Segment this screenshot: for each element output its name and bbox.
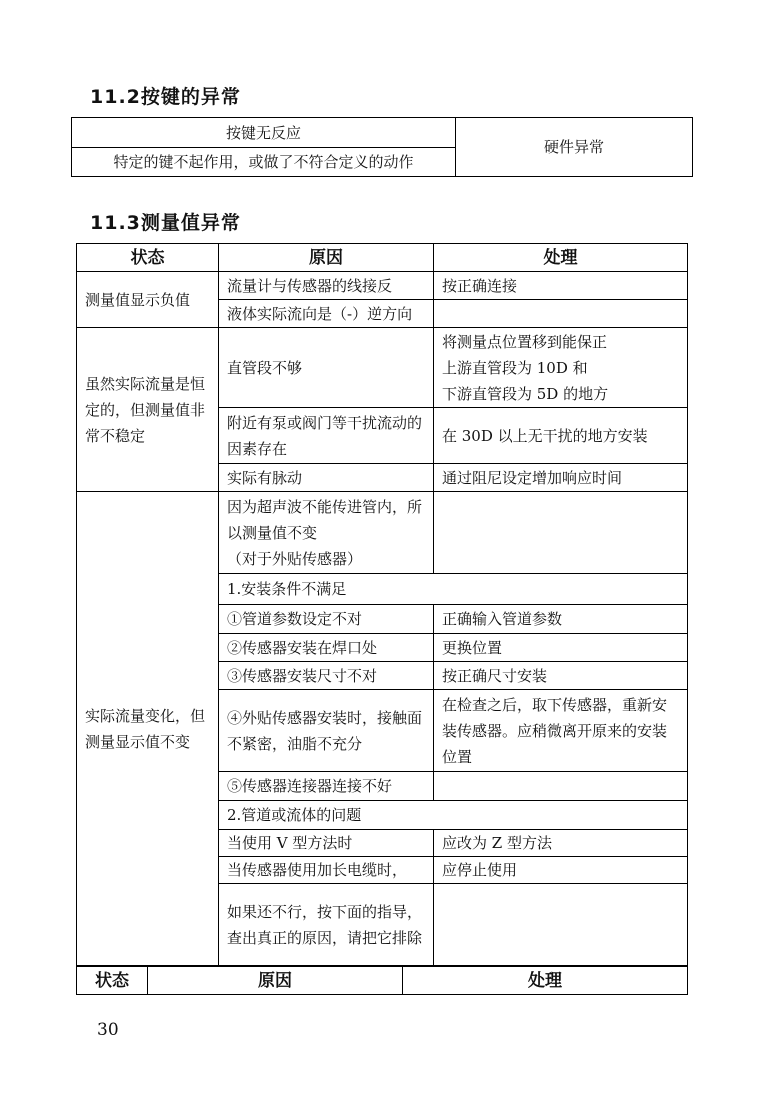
action-cell: 正确输入管道参数 [434,605,688,634]
subheading-cell: 1.安装条件不满足 [219,574,688,605]
column-header-cause: 原因 [148,967,403,995]
action-cell: 更换位置 [434,634,688,662]
cause-note: （对于外贴传感器） [227,549,363,568]
column-header-action: 处理 [434,244,688,272]
cause-cell: ④外贴传感器安装时，接触面不紧密，油脂不充分 [219,690,434,772]
cause-cell: 流量计与传感器的线接反 [219,272,434,300]
cause-cell: 如果还不行，按下面的指导，查出真正的原因，请把它排除 [219,884,434,966]
action-cell: 应停止使用 [434,857,688,884]
key-cause-cell: 特定的键不起作用，或做了不符合定义的动作 [72,148,456,177]
action-cell [434,492,688,574]
subheading-cell: 2.管道或流体的问题 [219,801,688,830]
cause-cell: 直管段不够 [219,328,434,408]
cause-cell: 实际有脉动 [219,464,434,492]
cause-cell: 液体实际流向是（-）逆方向 [219,300,434,328]
action-cell: 按正确尺寸安装 [434,662,688,690]
cause-cell: 当使用 V 型方法时 [219,830,434,857]
action-line: 将测量点位置移到能保正 [442,332,608,351]
state-cell: 测量值显示负值 [77,272,219,328]
cause-cell [219,492,434,574]
action-cell [434,300,688,328]
keys-table [71,117,693,177]
action-cell [434,884,688,966]
action-cell [434,772,688,801]
column-header-state: 状态 [77,967,148,995]
column-header-cause: 原因 [219,244,434,272]
action-cell: 按正确连接 [434,272,688,300]
column-header-action: 处理 [403,967,688,995]
action-cell [434,328,688,408]
key-action-cell: 硬件异常 [456,118,693,177]
cause-cell: 附近有泵或阀门等干扰流动的因素存在 [219,408,434,464]
action-cell: 通过阻尼设定增加响应时间 [434,464,688,492]
measurement-table [76,243,688,966]
state-cell: 实际流量变化，但测量显示值不变 [77,492,219,966]
action-cell: 在 30D 以上无干扰的地方安装 [434,408,688,464]
cause-cell: 当传感器使用加长电缆时， [219,857,434,884]
cause-cell: ①管道参数设定不对 [219,605,434,634]
cause-text: 因为超声波不能传进管内，所以测量值不变 [227,497,423,542]
cause-cell: ⑤传感器连接器连接不好 [219,772,434,801]
key-cause-cell: 按键无反应 [72,118,456,148]
section-title-keys: 11.2按键的异常 [90,86,241,108]
action-cell: 在检查之后，取下传感器，重新安装传感器。应稍微离开原来的安装位置 [434,690,688,772]
section-title-measurement: 11.3测量值异常 [90,212,241,234]
cause-cell: ③传感器安装尺寸不对 [219,662,434,690]
action-cell: 应改为 Z 型方法 [434,830,688,857]
cause-cell: ②传感器安装在焊口处 [219,634,434,662]
page-number: 30 [97,1020,119,1040]
action-line: 上游直管段为 10D 和 [442,358,588,377]
state-cell: 虽然实际流量是恒定的，但测量值非常不稳定 [77,328,219,492]
column-header-state: 状态 [77,244,219,272]
continued-table-header [76,966,688,995]
action-line: 下游直管段为 5D 的地方 [442,384,609,403]
